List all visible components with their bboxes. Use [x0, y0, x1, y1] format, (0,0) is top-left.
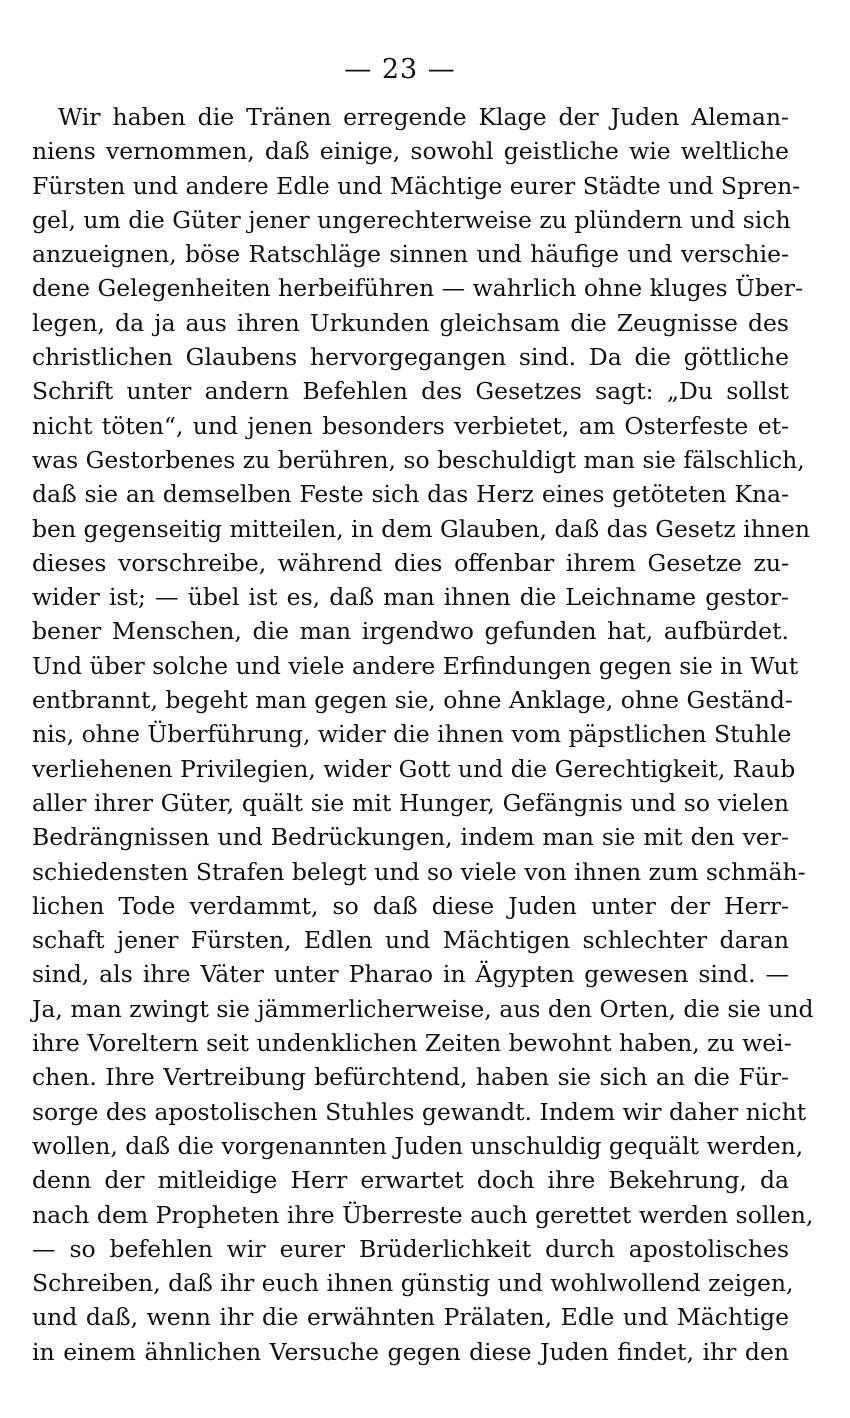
text-line: entbrannt, begeht man gegen sie, ohne Anklage, ohne Geständ-: [32, 686, 793, 715]
text-line: denn der mitleidige Herr erwartet doch ihre Bekehrung, da: [32, 1166, 789, 1195]
text-line: ihre Voreltern seit undenklichen Zeiten bewohnt haben, zu wei-: [32, 1029, 792, 1058]
text-line: verliehenen Privilegien, wider Gott und die Gerechtigkeit, Raub: [32, 754, 796, 783]
text-line: dieses vorschreibe, während dies offenbar ihrem Gesetze zu-: [32, 548, 789, 577]
text-line: niens vernommen, daß einige, sowohl geistliche wie weltliche: [32, 137, 789, 166]
text-line: nach dem Propheten ihre Überreste auch gerettet werden sollen,: [32, 1200, 814, 1229]
text-line: schiedensten Strafen belegt und so viele von ihnen zum schmäh-: [32, 857, 806, 886]
text-line: nis, ohne Überführung, wider die ihnen vom päpstlichen Stuhle: [32, 720, 792, 749]
text-line: Schreiben, daß ihr euch ihnen günstig und wohlwollend zeigen,: [32, 1269, 794, 1298]
text-line: Bedrängnissen und Bedrückungen, indem man sie mit den ver-: [32, 823, 789, 852]
text-line: ben gegenseitig mitteilen, in dem Glauben, daß das Gesetz ihnen: [32, 514, 811, 543]
text-line: bener Menschen, die man irgendwo gefunden hat, aufbürdet.: [32, 617, 789, 646]
text-line: Ja, man zwingt sie jämmerlicherweise, aus den Orten, die sie und: [32, 994, 814, 1023]
text-line: chen. Ihre Vertreibung befürchtend, haben sie sich an die Für-: [32, 1063, 789, 1092]
text-line: christlichen Glaubens hervorgegangen sind. Da die göttliche: [32, 343, 789, 372]
body-text: [32, 100, 814, 1369]
text-line: Und über solche und viele andere Erfindungen gegen sie in Wut: [32, 651, 799, 680]
text-line: sind, als ihre Väter unter Pharao in Ägypten gewesen sind. —: [32, 960, 789, 989]
text-line: in einem ähnlichen Versuche gegen diese Juden findet, ihr den: [32, 1337, 789, 1366]
text-line: legen, da ja aus ihren Urkunden gleichsam die Zeugnisse des: [32, 308, 789, 337]
text-line: sorge des apostolischen Stuhles gewandt. Indem wir daher nicht: [32, 1097, 807, 1126]
text-line: und daß, wenn ihr die erwähnten Prälaten, Edle und Mächtige: [32, 1303, 789, 1332]
text-line: Fürsten und andere Edle und Mächtige eurer Städte und Spren-: [32, 171, 801, 200]
text-line: lichen Tode verdammt, so daß diese Juden unter der Herr-: [32, 891, 789, 920]
text-line: schaft jener Fürsten, Edlen und Mächtigen schlechter daran: [32, 926, 789, 955]
text-line: — so befehlen wir eurer Brüderlichkeit durch apostolisches: [32, 1234, 789, 1263]
text-line: daß sie an demselben Feste sich das Herz eines getöteten Kna-: [32, 480, 789, 509]
text-line: was Gestorbenes zu berühren, so beschuldigt man sie fälschlich,: [32, 445, 805, 474]
text-line: Wir haben die Tränen erregende Klage der Juden Aleman-: [58, 103, 789, 131]
text-line: nicht töten“, und jenen besonders verbietet, am Osterfeste et-: [32, 411, 789, 440]
text-line: aller ihrer Güter, quält sie mit Hunger, Gefängnis und so vielen: [32, 788, 789, 817]
text-line: wollen, daß die vorgenannten Juden unschuldig gequält werden,: [32, 1131, 804, 1160]
text-line: dene Gelegenheiten herbeiführen — wahrlich ohne kluges Über-: [32, 274, 803, 303]
text-line: gel, um die Güter jener ungerechterweise zu plündern und sich: [32, 205, 791, 234]
text-line: anzueignen, böse Ratschläge sinnen und häufige und verschie-: [32, 240, 789, 269]
page-number: — 23 —: [344, 54, 456, 85]
text-line: Schrift unter andern Befehlen des Gesetzes sagt: „Du sollst: [32, 377, 789, 406]
text-line: wider ist; — übel ist es, daß man ihnen die Leichname gestor-: [32, 583, 789, 612]
